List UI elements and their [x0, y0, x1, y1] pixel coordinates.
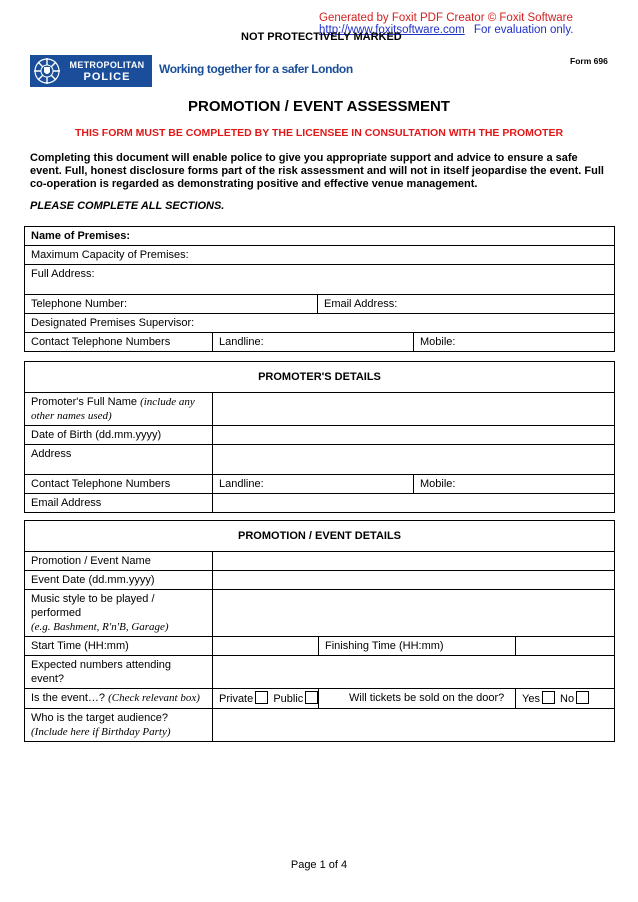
event-music-text: Music style to be played / performed	[31, 593, 155, 619]
promoter-name-label	[25, 393, 213, 426]
premises-capacity-label: Maximum Capacity of Premises:	[31, 249, 189, 261]
premises-name-field[interactable]	[25, 227, 615, 246]
protective-marking: NOT PROTECTIVELY MARKED	[241, 31, 402, 43]
premises-landline-label: Landline:	[219, 336, 264, 348]
event-audience-label: Expected numbers attending event?	[25, 656, 213, 689]
promoter-address-label: Address	[25, 445, 213, 475]
promoter-heading: PROMOTER'S DETAILS	[25, 362, 615, 393]
logo-text-police: POLICE	[83, 71, 131, 83]
private-checkbox[interactable]	[255, 691, 268, 704]
premises-supervisor-field[interactable]	[25, 314, 615, 333]
promoter-table	[24, 361, 615, 513]
promoter-dob-field[interactable]	[213, 426, 615, 445]
premises-address-label: Full Address:	[31, 268, 95, 280]
event-date-label: Event Date (dd.mm.yyyy)	[25, 571, 213, 590]
event-music-field[interactable]	[213, 590, 615, 637]
promoter-landline-field[interactable]	[213, 475, 414, 494]
event-music-label	[25, 590, 213, 637]
promoter-name-text: Promoter's Full Name	[31, 396, 138, 408]
event-finish-field[interactable]	[516, 637, 615, 656]
public-label: Public	[273, 693, 304, 705]
premises-telephone-field[interactable]	[25, 295, 318, 314]
event-name-field[interactable]	[213, 552, 615, 571]
premises-contact-label: Contact Telephone Numbers	[25, 333, 213, 352]
event-music-hint: (e.g. Bashment, R'n'B, Garage)	[31, 621, 169, 633]
promoter-contact-label: Contact Telephone Numbers	[25, 475, 213, 494]
no-checkbox[interactable]	[576, 691, 589, 704]
public-checkbox[interactable]	[305, 691, 318, 704]
premises-email-label: Email Address:	[324, 298, 398, 310]
logo-text-metropolitan: METROPOLITAN	[69, 60, 145, 70]
event-target-field[interactable]	[213, 709, 615, 742]
event-type-hint: (Check relevant box)	[108, 692, 200, 704]
promoter-dob-label: Date of Birth (dd.mm.yyyy)	[25, 426, 213, 445]
premises-email-field[interactable]	[318, 295, 615, 314]
event-finish-label: Finishing Time (HH:mm)	[319, 637, 516, 656]
premises-supervisor-label: Designated Premises Supervisor:	[31, 317, 195, 329]
promoter-email-label: Email Address	[25, 494, 213, 513]
private-label: Private	[219, 693, 254, 705]
complete-all-instruction: PLEASE COMPLETE ALL SECTIONS.	[30, 200, 225, 212]
event-table	[24, 520, 615, 742]
tickets-label: Will tickets be sold on the door?	[319, 689, 516, 709]
event-target-hint: (Include here if Birthday Party)	[31, 726, 171, 738]
event-name-label: Promotion / Event Name	[25, 552, 213, 571]
yes-label: Yes	[522, 693, 540, 705]
met-police-logo	[30, 55, 152, 87]
premises-landline-field[interactable]	[213, 333, 414, 352]
form-number: Form 696	[570, 56, 608, 66]
event-type-text: Is the event…?	[31, 692, 105, 704]
page-number: Page 1 of 4	[290, 859, 348, 871]
page-title: PROMOTION / EVENT ASSESSMENT	[188, 98, 450, 115]
event-type-label	[25, 689, 213, 709]
promoter-landline-label: Landline:	[219, 478, 264, 490]
yes-checkbox[interactable]	[542, 691, 555, 704]
promoter-name-field[interactable]	[213, 393, 615, 426]
event-type-options	[213, 689, 319, 709]
foxit-url-link[interactable]: http://www.foxitsoftware.com	[319, 24, 465, 36]
premises-address-field[interactable]	[25, 265, 615, 295]
tickets-options	[516, 689, 615, 709]
promoter-name-hint: (include any other names used)	[31, 396, 195, 422]
premises-telephone-label: Telephone Number:	[31, 298, 128, 310]
promoter-mobile-field[interactable]	[414, 475, 615, 494]
event-start-field[interactable]	[213, 637, 319, 656]
police-crest-icon	[32, 56, 62, 86]
no-label: No	[560, 693, 575, 705]
foxit-eval-text: For evaluation only.	[473, 24, 574, 36]
premises-name-label: Name of Premises:	[31, 230, 131, 242]
event-heading: PROMOTION / EVENT DETAILS	[25, 521, 615, 552]
event-target-text: Who is the target audience?	[31, 712, 168, 724]
premises-mobile-field[interactable]	[414, 333, 615, 352]
event-target-label	[25, 709, 213, 742]
tagline: Working together for a safer London	[159, 62, 353, 76]
premises-mobile-label: Mobile:	[420, 336, 456, 348]
promoter-address-field[interactable]	[213, 445, 615, 475]
event-audience-field[interactable]	[213, 656, 615, 689]
promoter-mobile-label: Mobile:	[420, 478, 456, 490]
premises-table	[24, 226, 615, 352]
foxit-watermark-line1: Generated by Foxit PDF Creator © Foxit Software	[319, 12, 573, 24]
licensee-notice: THIS FORM MUST BE COMPLETED BY THE LICENSEE IN CONSULTATION WITH THE PROMOTER	[74, 127, 564, 139]
promoter-email-field[interactable]	[213, 494, 615, 513]
premises-capacity-field[interactable]	[25, 246, 615, 265]
intro-paragraph: Completing this document will enable police to give you appropriate support and advice to ensure a safe event. Full, honest disclosure forms part of the risk assessment and will not in itself jeopardise the event. Full co-operation is regarded as demonstrating positive and effective venue management.	[30, 152, 604, 190]
event-date-field[interactable]	[213, 571, 615, 590]
event-start-label: Start Time (HH:mm)	[25, 637, 213, 656]
